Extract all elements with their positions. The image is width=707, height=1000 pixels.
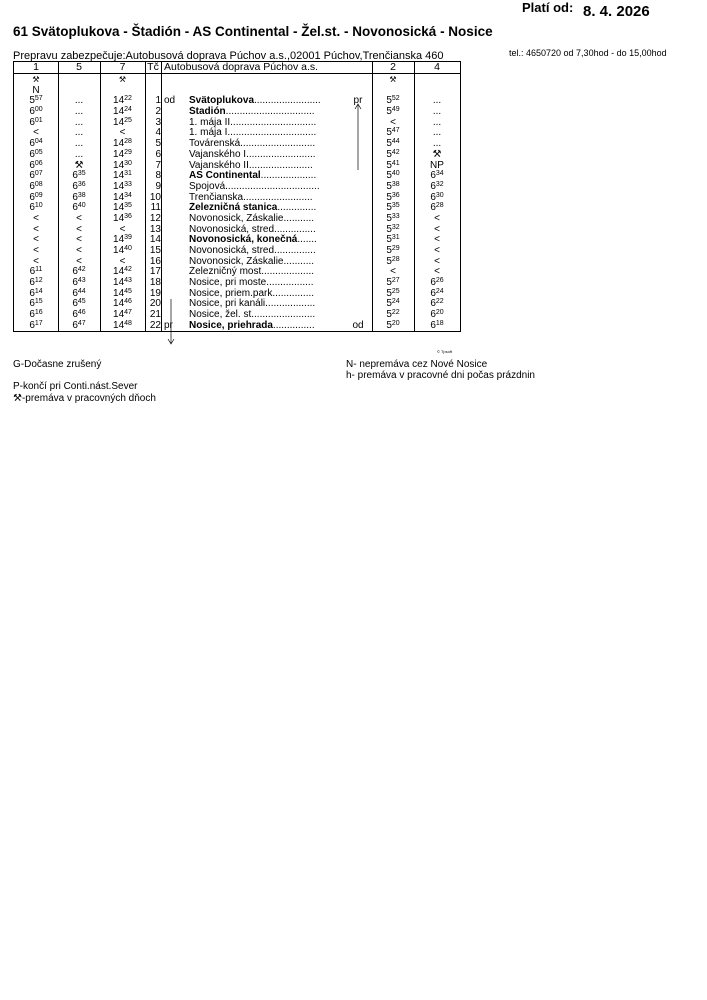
- time-col-7: $14^{36}$: [113, 212, 132, 224]
- stop-flag: od: [164, 95, 176, 107]
- workday-icon: ⚒: [32, 75, 40, 84]
- time-col-2: $5^{38}$: [386, 180, 400, 192]
- time-col-5: $6^{35}$: [72, 170, 86, 182]
- stop-number: 1: [155, 95, 161, 107]
- time-col-5: <: [76, 245, 82, 256]
- note-n-marker: N: [32, 84, 40, 96]
- time-col-1: $6^{10}$: [29, 202, 43, 214]
- stop-name: Vajanského II.......................: [189, 159, 313, 171]
- time-col-5: $6^{45}$: [72, 298, 86, 310]
- time-col-7: $14^{39}$: [113, 234, 132, 246]
- time-col-4: ...: [432, 106, 442, 118]
- phone-info: tel.: 4650720 od 7,30hod - do 15,00hod: [509, 48, 667, 58]
- time-col-7: $14^{28}$: [113, 138, 132, 150]
- time-col-4: $6^{32}$: [430, 180, 444, 192]
- stop-name: Nosice, pri kanáli..................: [189, 298, 316, 310]
- stop-name: Železničný most...................: [189, 266, 315, 278]
- time-col-5: $6^{40}$: [72, 202, 86, 214]
- time-col-2: <: [390, 116, 396, 128]
- time-col-7: $14^{29}$: [113, 148, 132, 160]
- stop-number: 14: [149, 234, 161, 246]
- stop-number: 21: [149, 309, 161, 321]
- stop-number: 11: [150, 202, 161, 214]
- note-workday: ⚒-premáva v pracovných dňoch: [13, 393, 156, 404]
- time-col-2: $5^{52}$: [386, 95, 400, 107]
- time-col-7: <: [119, 223, 126, 235]
- stop-name: Novonosická, konečná.......: [189, 234, 317, 246]
- time-col-5: ...: [74, 95, 84, 107]
- stop-number: 13: [149, 223, 161, 235]
- stop-name: Nosice, žel. st.......................: [189, 309, 316, 321]
- table-row: [14, 117, 460, 128]
- time-col-1: $6^{01}$: [29, 116, 43, 128]
- note-n: N- nepremáva cez Nové Nosice: [346, 359, 488, 370]
- time-col-1: $6^{06}$: [29, 159, 43, 171]
- time-col-5: $6^{46}$: [72, 309, 86, 321]
- time-col-5: $6^{38}$: [72, 191, 86, 203]
- time-col-5: ...: [74, 127, 84, 139]
- stop-name: Nosice, pri moste.................: [189, 277, 314, 289]
- stop-number: 7: [155, 159, 161, 171]
- workday-icon: ⚒: [118, 75, 127, 84]
- stop-name: AS Continental....................: [189, 170, 317, 182]
- time-col-4: ...: [432, 116, 442, 128]
- arrow-up-icon: [353, 102, 363, 172]
- time-col-5: $6^{36}$: [72, 180, 86, 192]
- time-col-5: <: [76, 212, 82, 224]
- stop-name: 1. mája II...............................: [189, 116, 317, 128]
- time-col-7: $14^{25}$: [113, 116, 132, 128]
- stop-number: 20: [149, 298, 161, 310]
- stop-number: 17: [149, 266, 161, 278]
- time-col-7: <: [119, 127, 126, 139]
- time-col-7: $14^{43}$: [113, 277, 132, 289]
- time-col-7: $14^{45}$: [113, 287, 132, 299]
- time-col-2: $5^{42}$: [386, 148, 400, 160]
- table-row: [14, 266, 460, 277]
- table-row: [14, 149, 460, 160]
- time-col-4: $6^{22}$: [430, 298, 444, 310]
- time-col-7: $14^{30}$: [113, 159, 132, 171]
- time-col-7: $14^{46}$: [113, 298, 132, 310]
- symbol-row: [14, 74, 460, 85]
- table-row: [14, 170, 460, 181]
- carrier-line: Prepravu zabezpečuje:Autobusová doprava Púchov a.s.,02001 Púchov,Trenčianska 460: [13, 50, 444, 62]
- time-col-4: <: [434, 212, 440, 224]
- stop-number: 6: [155, 148, 161, 160]
- stop-name: Továrenská...........................: [189, 138, 316, 150]
- time-col-7: $14^{33}$: [113, 180, 132, 192]
- time-col-1: $6^{09}$: [29, 191, 43, 203]
- time-col-7: $14^{31}$: [113, 170, 132, 182]
- stop-number: 2: [155, 106, 161, 118]
- timetable: [13, 61, 461, 332]
- time-col-1: <: [33, 212, 39, 224]
- time-col-2: $5^{20}$: [386, 319, 400, 331]
- time-col-4: NP: [430, 159, 444, 171]
- table-row: [14, 298, 460, 309]
- stop-name: Svätoplukova........................: [189, 95, 321, 107]
- time-col-2: $5^{27}$: [386, 277, 400, 289]
- stop-number: 4: [155, 127, 161, 139]
- time-col-2: $5^{35}$: [386, 202, 400, 214]
- time-col-4: <: [434, 234, 440, 246]
- table-row: [14, 192, 460, 203]
- time-col-5: ...: [74, 106, 84, 118]
- stop-number: 10: [149, 191, 161, 203]
- stop-name: Novonosická, stred...............: [189, 245, 316, 256]
- time-col-7: $14^{24}$: [113, 106, 132, 118]
- symbol-row: [14, 85, 460, 96]
- time-col-1: $6^{08}$: [29, 180, 43, 192]
- time-col-5: ...: [74, 138, 84, 150]
- time-col-5: ...: [74, 148, 84, 160]
- valid-from-label: Platí od:: [522, 0, 574, 15]
- stop-flag-return: od: [352, 319, 364, 331]
- header-tc: Tč: [147, 61, 159, 73]
- time-col-4: $6^{30}$: [430, 191, 444, 203]
- time-col-1: <: [33, 255, 39, 267]
- stop-number: 16: [149, 255, 161, 267]
- table-row: [14, 309, 460, 320]
- table-row: [14, 95, 460, 106]
- time-col-2: $5^{47}$: [386, 127, 400, 139]
- time-col-1: $6^{15}$: [29, 298, 43, 310]
- stop-name: Trenčianska.........................: [189, 191, 313, 203]
- stop-name: Nosice, priem.park...............: [189, 287, 315, 299]
- stop-name: Novonosick, Záskalie...........: [189, 255, 315, 267]
- table-row: [14, 234, 460, 245]
- table-row: [14, 320, 460, 331]
- stop-flag: pr: [164, 319, 173, 331]
- time-col-4: ...: [432, 127, 442, 139]
- time-col-1: $5^{57}$: [29, 95, 43, 107]
- time-col-4: $6^{28}$: [430, 202, 444, 214]
- time-col-5: $6^{44}$: [72, 287, 86, 299]
- time-col-2: $5^{24}$: [386, 298, 400, 310]
- stop-number: 9: [155, 180, 161, 192]
- time-col-7: <: [119, 255, 126, 267]
- header-col-2: 2: [390, 61, 396, 73]
- time-col-1: $6^{14}$: [29, 287, 43, 299]
- page-title: 61 Svätoplukova - Štadión - AS Continental - Žel.st. - Novonosická - Nosice: [13, 24, 493, 39]
- note-g: G-Dočasne zrušený: [13, 359, 102, 370]
- stop-name: Vajanského I.........................: [189, 148, 316, 160]
- time-col-1: $6^{07}$: [29, 170, 43, 182]
- stop-number: 5: [155, 138, 161, 150]
- time-col-1: $6^{00}$: [29, 106, 43, 118]
- header-col-7: 7: [119, 61, 126, 73]
- time-col-2: $5^{41}$: [386, 159, 400, 171]
- time-col-4: <: [434, 266, 440, 278]
- table-header: [14, 62, 460, 74]
- stop-number: 18: [149, 277, 161, 289]
- time-col-5: ...: [74, 116, 84, 128]
- stop-name: Novonosick, Záskalie...........: [189, 212, 315, 224]
- table-row: [14, 202, 460, 213]
- time-col-2: $5^{40}$: [386, 170, 400, 182]
- time-col-4: $6^{34}$: [430, 170, 444, 182]
- table-row: [14, 181, 460, 192]
- time-col-2: $5^{33}$: [386, 212, 400, 224]
- time-col-1: <: [33, 223, 39, 235]
- time-col-5: $6^{47}$: [72, 319, 86, 331]
- table-row: [14, 288, 460, 299]
- table-row: [14, 277, 460, 288]
- time-col-5: <: [76, 234, 82, 246]
- time-col-1: <: [33, 127, 39, 139]
- table-row: [14, 138, 460, 149]
- table-row: [14, 224, 460, 235]
- time-col-1: $6^{17}$: [29, 319, 43, 331]
- note-h: h- premáva v pracovné dni počas prázdnin: [346, 370, 535, 381]
- header-operator: Autobusová doprava Púchov a.s.: [164, 61, 319, 73]
- time-col-2: $5^{22}$: [386, 309, 400, 321]
- time-col-5: $6^{43}$: [72, 277, 86, 289]
- table-row: [14, 127, 460, 138]
- copyright: © Tpsoft: [437, 349, 453, 354]
- time-col-4: $6^{24}$: [430, 287, 444, 299]
- header-col-4: 4: [434, 61, 440, 73]
- time-col-4: $6^{26}$: [430, 277, 444, 289]
- arrow-down-icon: [166, 297, 176, 347]
- stop-name: Novonosická, stred...............: [189, 223, 316, 235]
- table-row: [14, 213, 460, 224]
- time-col-4: ⚒: [432, 148, 442, 160]
- time-col-2: $5^{28}$: [386, 255, 400, 267]
- time-col-2: $5^{25}$: [386, 287, 400, 299]
- table-row: [14, 256, 460, 267]
- time-col-7: $14^{34}$: [113, 191, 132, 203]
- time-col-4: <: [434, 255, 440, 267]
- time-col-4: ...: [432, 138, 442, 150]
- stop-number: 12: [149, 212, 161, 224]
- time-col-1: $6^{11}$: [29, 266, 43, 278]
- time-col-7: $14^{47}$: [113, 309, 132, 321]
- time-col-4: $6^{18}$: [430, 319, 444, 331]
- time-col-4: ...: [432, 95, 442, 107]
- time-col-7: $14^{22}$: [113, 95, 132, 107]
- stop-flag-return: pr: [353, 95, 363, 107]
- table-row: [14, 160, 460, 171]
- time-col-1: $6^{12}$: [29, 277, 43, 289]
- stop-name: Spojová..................................: [189, 180, 320, 192]
- time-col-1: $6^{04}$: [29, 138, 43, 150]
- stop-number: 8: [155, 170, 161, 182]
- time-col-5: <: [76, 255, 82, 267]
- time-col-7: $14^{40}$: [113, 245, 132, 256]
- stop-number: 3: [155, 116, 161, 128]
- time-col-1: <: [33, 245, 39, 256]
- time-col-5: $6^{42}$: [72, 266, 86, 278]
- stop-name: 1. mája I................................: [189, 127, 317, 139]
- time-col-1: $6^{05}$: [29, 148, 43, 160]
- stop-number: 22: [149, 319, 161, 331]
- time-col-7: $14^{48}$: [113, 319, 132, 331]
- time-col-4: $6^{20}$: [430, 309, 444, 321]
- valid-from-date: 8. 4. 2026: [583, 3, 650, 20]
- time-col-5: <: [76, 223, 82, 235]
- table-row: [14, 106, 460, 117]
- time-col-1: <: [33, 234, 39, 246]
- time-col-7: $14^{42}$: [113, 266, 132, 278]
- time-col-2: <: [390, 266, 396, 278]
- time-col-4: <: [434, 223, 440, 235]
- header-col-1: 1: [33, 61, 39, 73]
- table-row: [14, 245, 460, 256]
- stop-name: Štadión................................: [189, 106, 315, 118]
- time-col-2: $5^{44}$: [386, 138, 400, 150]
- time-col-5: ⚒: [74, 159, 84, 171]
- time-col-2: $5^{36}$: [386, 191, 400, 203]
- note-p: P-končí pri Conti.nást.Sever: [13, 381, 138, 392]
- time-col-1: $6^{16}$: [29, 309, 43, 321]
- time-col-2: $5^{32}$: [386, 223, 400, 235]
- stop-number: 15: [149, 245, 161, 256]
- time-col-7: $14^{35}$: [113, 202, 132, 214]
- time-col-4: <: [434, 245, 440, 256]
- workday-icon: ⚒: [389, 75, 397, 84]
- time-col-2: $5^{49}$: [386, 106, 400, 118]
- time-col-2: $5^{31}$: [386, 234, 400, 246]
- stop-name: Železničná stanica..............: [189, 202, 317, 214]
- header-col-5: 5: [76, 61, 82, 73]
- stop-name: Nosice, priehrada...............: [189, 319, 315, 331]
- stop-number: 19: [149, 287, 161, 299]
- time-col-2: $5^{29}$: [386, 245, 400, 256]
